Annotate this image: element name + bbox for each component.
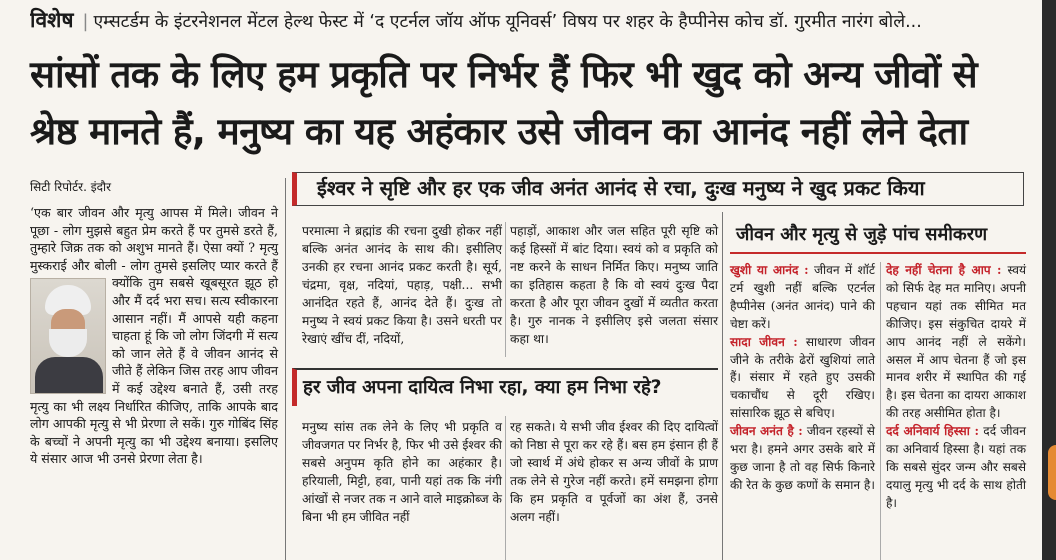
equation-lead: देह नहीं चेतना है आप : [886,263,1002,277]
left-story-intro: ‘एक बार जीवन और मृत्यु आपस में मिले। जीवन ने पूछा - लोग मुझसे बहुत प्रेम करते हैं पर तुमसे डरते हैं, तुम्हारे जिक्र तक को अशुभ मानते हैं। ऐसा क्यों ? मृत्यु मुस्कराई और बोली - लोग तुमसे इसलिए प्यार करते हैं क्योंकि तुम सबसे [30,205,278,291]
equation-text: जीवन रहस्यों से भरा है। हमने अगर उसके बारे में कुछ जाना है तो वह सिर्फ किनारे की रेत के कुछ कणों के समान है। [730,424,875,492]
equation-lead: जीवन अनंत है : [730,424,803,439]
equation-lead: खुशी या आनंद : [730,263,809,277]
equation-item [886,262,1026,423]
kicker-label: विशेष [30,8,74,32]
equation-item [730,334,875,424]
equation-text: दर्द जीवन का अनिवार्य हिस्सा है। यहां तक कि सबसे सुंदर जन्म और सबसे दयालु मृत्यु भी दर्द के साथ होती है। [886,424,1026,510]
headline-line-2: श्रेष्ठ मानते हैं, मनुष्य का यह अहंकार उसे जीवन का आनंद नहीं लेने देता [30,110,968,153]
left-story-column [30,204,278,468]
equation-text: जीवन में शॉर्ट टर्म खुशी नहीं बल्कि एटर्नल हैप्पीनेस (अनंत आनंद) पाने की चेष्टा करें। [730,263,875,331]
equation-item [730,423,875,495]
author-photo [30,278,106,394]
section-1-heading: ईश्वर ने सृष्टि और हर एक जीव अनंत आनंद से रचा, दुःख मनुष्य ने खुद प्रकट किया [292,172,1024,206]
equations-column-2 [886,262,1026,513]
equations-box-rule [880,262,881,560]
equation-item [886,423,1026,513]
equation-lead: सादा जीवन : [730,334,798,349]
section-2-column-2: रह सकते। ये सभी जीव ईश्वर की दिए दायित्वों को निष्ठा से पूरा कर रहे हैं। बस हम इंसान ही हैं जो स्वार्थ में अंधे होकर स अन्य जीवों के प्राण तक लेने से गुरेज नहीं करते। हमें समझना होगा कि हम प्रकृति व पूर्वजों का अंश हैं, उनसे अलग नहीं। [510,420,718,524]
kicker-text: एम्सटर्डम के इंटरनेशनल मेंटल हेल्थ फेस्ट में ‘द एटर्नल जॉय ऑफ यूनिवर्स’ विषय पर शहर के हैप्पीनेस कोच डॉ. गुरमीत नारंग बोले... [93,12,922,32]
equations-box-title: जीवन और मृत्यु से जुड़े पांच समीकरण [730,220,1026,254]
section-1-column-2: पहाड़ों, आकाश और जल सहित पूरी सृष्टि को कई हिस्सों में बांट दिया। स्वयं को व प्रकृति को नष्ट करने के साधन निर्मित किए। मनुष्य जाति का इतिहास कहता है कि वो स्वयं दुःख पैदा करता है और पूरा जीवन दुखों में व्यतीत करता है। गुरु नानक ने इसीलिए इसे जलता संसार कहा था। [510,224,718,346]
equations-column-1 [730,262,875,495]
byline: सिटी रिपोर्टर. इंदौर [30,180,111,194]
page-headline [30,46,1034,160]
left-story-wrap: खूबसूरत झूठ हो और मैं दर्द भरा सच। सत्य स्वीकारना आसान नहीं। मैं आपसे यही कहना चाहता हूं कि जो लोग जिंदगी में सत्य को जान लेते हैं वे जीवन आनंद से जीते हैं लेकिन जिस तरह आप जीवन में कई उद्देश्य बनाते हैं, उसी तरह मृत्यु का भी लक्ष्य निर्धारित कीजिए, ताकि आपके बाद लोग आपकी मृत्यु से भी प्रेरणा ले सकें। गुरु गोबिंद सिंह के बच्चों ने अपनी मृत्यु का भी उद्देश्य बनाया। इसलिए ये संसार आज भी उनसे प्रेरणा लेता है। [30,275,278,467]
equation-text: साधारण जीवन जीने के तरीके ढेरों खुशियां लाते हैं। संसार में रहते हुए उसकी चकाचौंध से दूरी रखिए। सांसारिक झूठ से बचिए। [730,334,875,421]
section-1-rule [505,222,506,357]
equation-item [730,262,875,334]
headline-line-1: सांसों तक के लिए हम प्रकृति पर निर्भर हैं फिर भी खुद को अन्य जीवों से [30,53,978,96]
section-1-column-1: परमात्मा ने ब्रह्मांड की रचना दुखी होकर नहीं बल्कि अनंत आनंद के साथ की। इसीलिए उनकी हर रचना आनंद प्रकट करती है। सूर्य, चंद्रमा, वृक्ष, नदियां, पहाड़, पक्षी... सभी आनंदित रहते हैं, आनंद देते हैं। दुःख तो मनुष्य ने स्वयं प्रकट किया है। उसने धरती पर रेखाएं खींच दीं, नदियों, [302,224,502,346]
equation-text: स्वयं को सिर्फ देह मत मानिए। अपनी पहचान यहां तक सीमित मत कीजिए। इस संकुचित दायरे में आप आनंद नहीं ले सकेंगे। असल में आप चेतना हैं जो इस मानव शरीर में स्थापित की गई है। इस चेतना का दायरा आकाश की तरह असीमित होता है। [886,263,1026,421]
column-divider [285,178,286,560]
section-2-rule [505,416,506,560]
section-2-column-1: मनुष्य सांस तक लेने के लिए भी प्रकृति व जीवजगत पर निर्भर है, फिर भी उसे ईश्वर की सबसे अनुपम कृति होने का अहंकार है। हरियाली, मिट्टी, हवा, पानी यहां तक कि नंगी आंखों से नजर तक न आने वाले माइक्रोब्ज के बिना भी हम जीवित नहीं [302,420,502,524]
section-2-heading: हर जीव अपना दायित्व निभा रहा, क्या हम निभा रहे? [292,368,718,406]
kicker-line: विशेष | एम्सटर्डम के इंटरनेशनल मेंटल हेल्थ फेस्ट में ‘द एटर्नल जॉय ऑफ यूनिवर्स’ विषय पर शहर के हैप्पीनेस कोच डॉ. गुरमीत नारंग बोले... [30,8,922,32]
adjacent-page-edge [1042,0,1056,560]
equation-lead: दर्द अनिवार्य हिस्सा : [886,424,979,439]
